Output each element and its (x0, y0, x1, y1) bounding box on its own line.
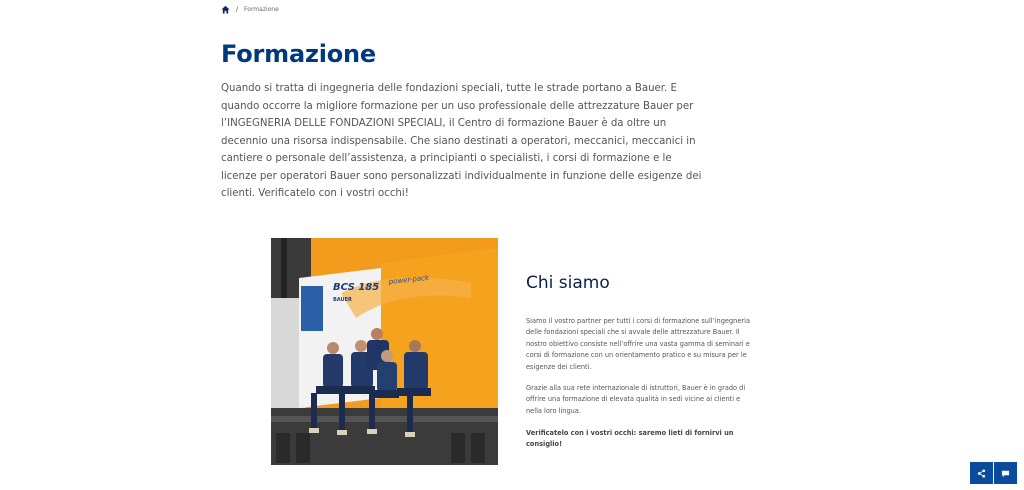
machine-brand-label: BAUER (333, 297, 352, 303)
breadcrumb-current: Formazione (244, 5, 279, 13)
chat-icon (1001, 469, 1010, 478)
machine-model-label: BCS 185 (333, 282, 380, 293)
about-paragraph-2: Grazie alla sua rete internazionale di istruttori, Bauer è in grado di offrire una formazione di elevata qualità in sedi vicine ai clienti e nella loro lingua. (526, 384, 746, 415)
breadcrumb (221, 3, 279, 15)
about-paragraph-1: Siamo il vostro partner per tutti i corsi di formazione sull’ingegneria delle fondazioni speciali che si avvale delle attrezzature Bauer. Il nostro obiettivo consiste nell’offrire una vasta gamma di seminari e corsi di formazione con un orientamento pratico e su misura per le esigenze dei clienti. (526, 317, 750, 371)
about-title: Chi siamo (526, 273, 610, 293)
share-button[interactable] (970, 462, 993, 484)
page-title: Formazione (221, 40, 376, 68)
chat-button[interactable] (994, 462, 1017, 484)
share-icon (977, 469, 986, 478)
about-paragraph-3: Verificatelo con i vostri occhi: saremo lieti di fornirvi un consiglio! (526, 429, 734, 449)
intro-text: Quando si tratta di ingegneria delle fondazioni speciali, tutte le strade portano a Bauer. E quando occorre la migliore formazione per un uso professionale delle attrezzature Bauer per l’INGEGNERIA DELLE FONDAZIONI SPECIALI, il Centro di formazione Bauer è da oltre un decennio una risorsa indispensabile. Che siano destinati a operatori, meccanici, meccanici in cantiere o personale dell’assistenza, a principianti o specialisti, i corsi di formazione e le licenze per operatori Bauer sono personalizzati individualmente in funzione delle esigenze dei clienti. Verificatelo con i vostri occhi! (221, 83, 702, 199)
team-photo (271, 238, 498, 465)
breadcrumb-separator: / (236, 5, 239, 13)
home-icon[interactable] (221, 5, 230, 14)
machine-side-label: power-pack (388, 273, 430, 286)
